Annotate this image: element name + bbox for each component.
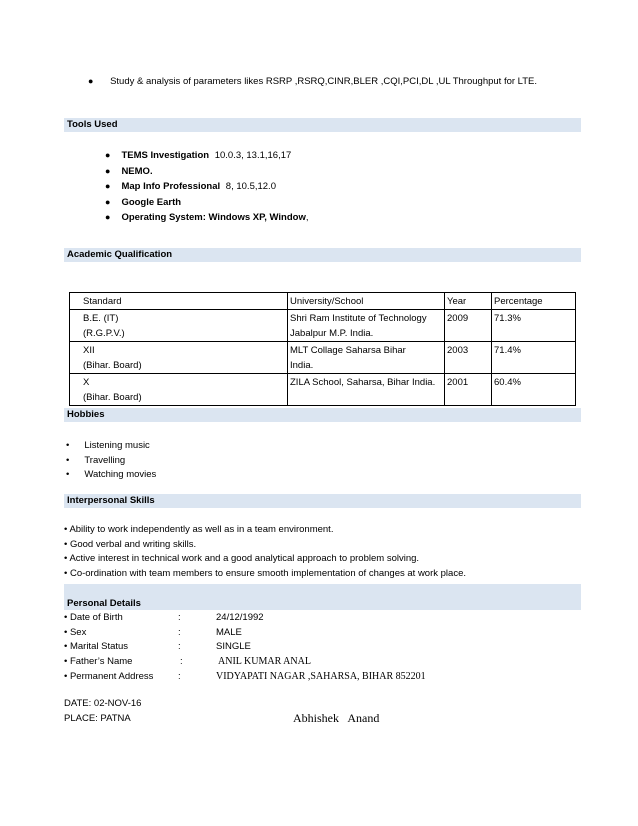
personal-row-father: • Father’s Name : ANIL KUMAR ANAL bbox=[64, 656, 311, 667]
cell-year: 2003 bbox=[445, 342, 492, 374]
bullet-icon: • bbox=[66, 454, 70, 466]
cell-percentage: 60.4% bbox=[492, 374, 576, 406]
list-item: • Travelling bbox=[66, 454, 126, 466]
table-row bbox=[70, 374, 576, 406]
list-item: • Active interest in technical work and a good analytical approach to problem solving. bbox=[64, 553, 420, 564]
list-item: • Watching movies bbox=[66, 469, 157, 480]
tool-item: ● TEMS Investigation 10.0.3, 13.1,16,17 bbox=[105, 150, 292, 161]
table-header-row bbox=[70, 293, 576, 310]
col-header-year: Year bbox=[445, 293, 492, 310]
tool-item: ● Map Info Professional 8, 10.5,12.0 bbox=[105, 181, 276, 192]
hobbies-list bbox=[66, 439, 156, 483]
personal-heading-band bbox=[64, 584, 581, 610]
hobbies-heading-band bbox=[64, 408, 581, 422]
cell-percentage: 71.3% bbox=[492, 310, 576, 342]
list-item: • Ability to work independently as well as in a team environment. bbox=[64, 524, 334, 535]
cell-year: 2001 bbox=[445, 374, 492, 406]
bullet-icon: ● bbox=[105, 196, 111, 207]
tools-heading-band bbox=[64, 118, 581, 132]
bullet-icon: • bbox=[66, 440, 70, 451]
cell-standard: XII (Bihar. Board) bbox=[70, 342, 288, 374]
top-bullet-text: Study & analysis of parameters likes RSRP ,RSRQ,CINR,BLER ,CQI,PCI,DL ,UL Throughput for LTE. bbox=[110, 76, 538, 87]
academic-table bbox=[69, 292, 576, 406]
interpersonal-heading: Interpersonal Skills bbox=[67, 495, 155, 506]
signature-name: Abhishek Anand bbox=[293, 711, 380, 725]
bullet-icon: • bbox=[66, 469, 70, 480]
bullet-icon: ● bbox=[105, 150, 111, 160]
tools-heading: Tools Used bbox=[67, 119, 118, 130]
personal-row-marital: • Marital Status : SINGLE bbox=[64, 641, 251, 652]
interpersonal-list bbox=[64, 523, 466, 581]
cell-year: 2009 bbox=[445, 310, 492, 342]
hobbies-heading: Hobbies bbox=[67, 409, 105, 420]
table-row bbox=[70, 342, 576, 374]
list-item: • Co-ordination with team members to ensure smooth implementation of changes at work place. bbox=[64, 567, 466, 579]
table-row bbox=[70, 310, 576, 342]
bullet-icon: ● bbox=[88, 76, 94, 86]
personal-row-dob: • Date of Birth : 24/12/1992 bbox=[64, 612, 264, 623]
bullet-icon: ● bbox=[105, 181, 111, 191]
bullet-icon: ● bbox=[105, 212, 111, 222]
cell-standard: X (Bihar. Board) bbox=[70, 374, 288, 406]
col-header-standard: Standard bbox=[70, 293, 288, 310]
personal-row-sex: • Sex : MALE bbox=[64, 627, 242, 638]
cell-school: MLT Collage Saharsa Bihar India. bbox=[288, 342, 445, 374]
tools-list bbox=[105, 148, 308, 226]
footer-place: PLACE: PATNA bbox=[64, 713, 131, 724]
col-header-school: University/School bbox=[288, 293, 445, 310]
tool-item: ● Google Earth bbox=[105, 196, 182, 208]
tool-item: ● Operating System: Windows XP, Window, bbox=[105, 212, 309, 223]
list-item: • Good verbal and writing skills. bbox=[64, 538, 197, 550]
personal-row-address: • Permanent Address : VIDYAPATI NAGAR ,SAHARSA, BIHAR 852201 bbox=[64, 671, 426, 682]
cell-school: Shri Ram Institute of Technology Jabalpur M.P. India. bbox=[288, 310, 445, 342]
cell-standard: B.E. (IT) (R.G.P.V.) bbox=[70, 310, 288, 342]
top-bullet bbox=[88, 76, 537, 87]
footer-date: DATE: 02-NOV-16 bbox=[64, 698, 142, 709]
col-header-percentage: Percentage bbox=[492, 293, 576, 310]
cell-percentage: 71.4% bbox=[492, 342, 576, 374]
tool-item: ● NEMO. bbox=[105, 165, 153, 177]
cell-school: ZILA School, Saharsa, Bihar India. bbox=[288, 374, 445, 406]
personal-heading: Personal Details bbox=[67, 598, 141, 609]
academic-heading: Academic Qualification bbox=[67, 249, 173, 260]
bullet-icon: ● bbox=[105, 165, 111, 176]
list-item: • Listening music bbox=[66, 440, 150, 451]
